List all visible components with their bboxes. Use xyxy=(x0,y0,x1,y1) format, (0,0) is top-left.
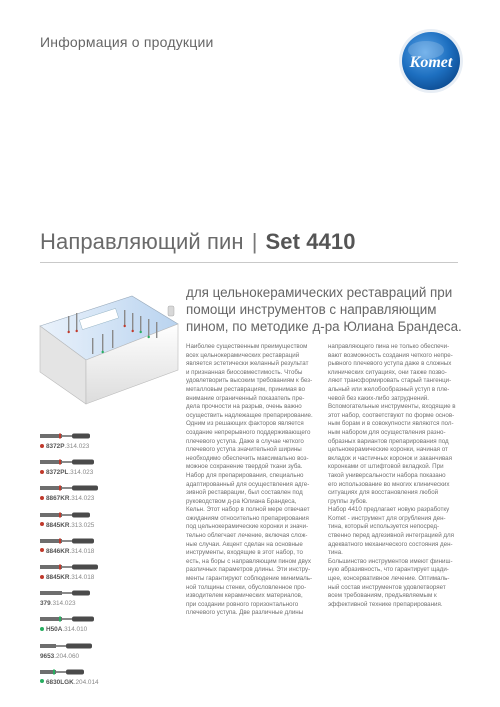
text-line: удовлетворить высоким требованиям к без- xyxy=(186,377,313,385)
subtitle: для цельнокерамических реставраций при помощи инструментов с направляющим пином, по методике д-ра Юлиана Брандеса. xyxy=(186,285,462,334)
text-line: ные случаи. Акцент сделан на основные xyxy=(186,540,303,548)
text-line: инструменты, входящие в этот набор, то xyxy=(186,549,303,557)
text-line: создание непрерывного поддерживающего xyxy=(186,428,311,436)
text-line: дела прочности на разрыв, очень важно xyxy=(186,403,302,411)
title-set: Set 4410 xyxy=(265,229,356,254)
title-divider xyxy=(40,262,458,263)
tool-label xyxy=(40,495,94,502)
text-line: изводителем керамических материалов, xyxy=(186,592,303,600)
tool-label xyxy=(40,522,94,529)
text-line: Наиболее существенным преимуществом xyxy=(186,343,308,350)
text-line: Одним из решающих факторов является xyxy=(186,420,304,428)
tool-item xyxy=(40,613,180,635)
tool-size: .314.018 xyxy=(69,547,95,555)
tool-code: 8372PL xyxy=(46,469,69,477)
logo-text: Komet xyxy=(409,54,453,71)
text-line: Большинство инструментов имеют финиш- xyxy=(328,557,453,565)
tool-item xyxy=(40,561,180,583)
tool-code: 8845KR xyxy=(46,574,70,581)
text-line: есть, на боры с направляющим пином двух xyxy=(186,557,311,565)
bur-icon xyxy=(40,456,110,468)
text-line: Вспомогательные инструменты, входящие в xyxy=(328,403,456,411)
tool-item xyxy=(40,482,180,504)
bur-icon xyxy=(40,640,110,652)
text-column-1 xyxy=(186,343,322,618)
title-separator: | xyxy=(251,229,258,254)
tool-label xyxy=(40,626,87,633)
bur-icon xyxy=(40,482,110,494)
tool-code: 9653 xyxy=(40,652,55,660)
text-line: всем требованиям, предъявляемым к xyxy=(328,592,437,600)
tool-code: 6830LGK xyxy=(46,678,74,686)
tool-item xyxy=(40,640,180,662)
text-line: зивной реставрации, был составлен под xyxy=(186,489,303,497)
text-line: рывного плечевого уступа даже в сложных xyxy=(328,360,452,368)
color-code-dot-icon xyxy=(40,470,44,474)
text-line: ную абразивность, что гарантирует щади- xyxy=(328,566,449,574)
tool-code: 379 xyxy=(40,600,51,608)
text-line: этот набор, соответствуют по форме основ- xyxy=(328,411,455,419)
text-line: Komet - инструмент для огрубления ден- xyxy=(328,514,446,522)
text-line: металловым реставрациям, принимая во xyxy=(186,385,306,393)
tool-size: .314.010 xyxy=(62,626,88,634)
tool-size: .314.023 xyxy=(68,469,94,477)
header-title: Информация о продукции xyxy=(40,34,214,50)
text-line: ственно перед адгезивной интеграцией для xyxy=(328,532,454,540)
text-line: эффективной технике препарирования. xyxy=(328,600,443,608)
color-code-dot-icon xyxy=(40,444,44,448)
color-code-dot-icon xyxy=(40,679,44,683)
text-line: цельнокерамические коронки, начиная от xyxy=(328,446,448,454)
title-main: Направляющий пин xyxy=(40,229,244,254)
text-line: коронками от штифтовой вкладкой. При xyxy=(328,463,444,471)
bur-icon xyxy=(40,613,110,625)
text-line: адекватного механического состояния ден- xyxy=(328,540,453,548)
text-line: Кельн. Этот набор в полной мере отвечает xyxy=(186,506,310,514)
text-column-2 xyxy=(328,343,464,609)
tool-size: .314.023 xyxy=(69,495,95,503)
tool-item xyxy=(40,509,180,531)
text-line: ным набором для осуществления разно- xyxy=(328,428,446,436)
text-line: тина. xyxy=(328,549,343,557)
color-code-dot-icon xyxy=(40,548,44,552)
bur-icon xyxy=(40,509,110,521)
text-line: чевой без каких-либо затруднений. xyxy=(328,394,429,402)
text-line: ожиданиям относительно препарирования xyxy=(186,514,309,522)
text-line: под цельнокерамические коронки и значи- xyxy=(186,523,309,531)
tool-size: .314.023 xyxy=(64,443,90,450)
text-line: направляющего пина не только обеспечи- xyxy=(328,343,450,350)
text-line: тина, который используется непосред- xyxy=(328,523,440,531)
text-line: плечевого уступа значительной ширины xyxy=(186,446,302,454)
text-line: необходимо обеспечить максимально воз- xyxy=(186,454,309,462)
text-line: осуществить надлежащее препарирование. xyxy=(186,411,313,419)
tool-code: 8867KR xyxy=(46,495,70,503)
text-line: группы зубов. xyxy=(328,497,368,505)
tool-item xyxy=(40,666,180,688)
text-line: ной толщины стенки, обусловленное про- xyxy=(186,583,307,591)
page-title xyxy=(40,229,356,255)
text-line: щее, консервативное лечение. Оптималь- xyxy=(328,575,450,583)
bur-icon xyxy=(40,587,110,599)
tool-label xyxy=(40,548,94,555)
tool-item xyxy=(40,430,180,452)
tool-code: H50A xyxy=(46,626,63,634)
color-code-dot-icon xyxy=(40,522,44,526)
text-line: тельно облегчает лечение, включая слож- xyxy=(186,532,308,540)
text-line: ный состав инструментов удовлетворяет xyxy=(328,583,446,591)
text-line: менты гарантируют соблюдение минималь- xyxy=(186,575,313,583)
text-line: альный или желобообразный уступ в пле- xyxy=(328,385,450,393)
bur-icon xyxy=(40,430,110,442)
text-line: ным борам и в совокупности являются пол- xyxy=(328,420,454,428)
bur-icon xyxy=(40,535,110,547)
text-line: плечевого уступа. Две различные длины xyxy=(186,609,304,617)
text-line: при создании ровного горизонтального xyxy=(186,600,299,608)
tool-size: .314.023 xyxy=(50,600,76,608)
tool-item xyxy=(40,587,180,609)
text-line: Набор 4410 предлагает новую разработку xyxy=(328,506,450,514)
tool-code: 8845KR xyxy=(46,521,70,529)
bur-icon xyxy=(40,561,110,573)
color-code-dot-icon xyxy=(40,627,44,631)
text-line: клинических ситуациях, они также позво- xyxy=(328,368,447,376)
tool-label xyxy=(40,653,79,660)
komet-logo-icon xyxy=(398,28,464,94)
tool-label xyxy=(40,443,89,450)
tool-size: .204.014 xyxy=(73,678,99,686)
tool-code: 8846KR xyxy=(46,547,70,555)
text-line: образных вариантов препарирования под xyxy=(328,437,449,445)
text-line: его использование во многих клинических xyxy=(328,480,450,488)
bur-icon xyxy=(40,666,110,678)
tool-label xyxy=(40,679,99,686)
tool-item xyxy=(40,456,180,478)
text-line: внимание ограниченный показатель пре- xyxy=(186,394,305,402)
tool-item xyxy=(40,535,180,557)
tool-size: .313.025 xyxy=(69,521,95,529)
text-line: вают возможность создания четкого непре- xyxy=(328,351,453,359)
text-line: различных параметров длины. Эти инстру- xyxy=(186,566,311,574)
color-code-dot-icon xyxy=(40,575,44,579)
text-line: адаптированный для осуществления адге- xyxy=(186,480,310,488)
tool-label xyxy=(40,600,76,607)
set-box-image xyxy=(32,286,182,412)
tool-label xyxy=(40,574,94,581)
color-code-dot-icon xyxy=(40,496,44,500)
text-line: и признанная биосовместимость. Чтобы xyxy=(186,368,303,376)
text-line: можное сохранение твердой ткани зуба. xyxy=(186,463,303,471)
text-line: плечевого уступа. Даже в случае четкого xyxy=(186,437,304,445)
tool-size: .204.060 xyxy=(54,652,80,660)
tool-code: 8372P xyxy=(46,443,65,450)
text-line: такой универсальности набора показано xyxy=(328,471,446,479)
text-line: вкладок и частичных коронок и заканчивая xyxy=(328,454,452,462)
text-line: всех цельнокерамических реставраций xyxy=(186,351,300,359)
text-line: Набор для препарирования, специально xyxy=(186,471,304,479)
text-line: ситуациях для восстановления любой xyxy=(328,489,439,497)
tool-size: .314.018 xyxy=(69,574,95,581)
text-line: ляют трансформировать старый тангенци- xyxy=(328,377,452,385)
text-line: руководством д-ра Юлиана Брандеса, xyxy=(186,497,297,505)
tool-label xyxy=(40,469,93,476)
text-line: является эстетически желанный результат xyxy=(186,360,309,368)
